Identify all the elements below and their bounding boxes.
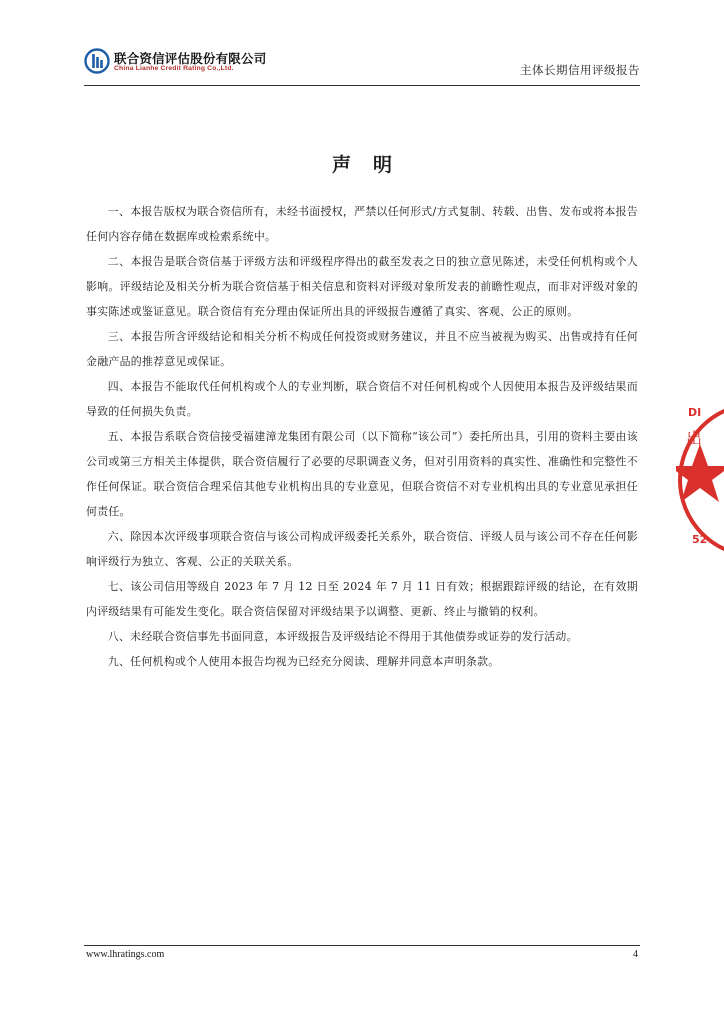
red-seal-stamp-icon xyxy=(676,400,724,560)
website-url: www.lhratings.com xyxy=(86,949,165,960)
header-divider xyxy=(84,85,640,86)
declaration-paragraph-7: 七、该公司信用等级自 2023 年 7 月 12 日至 2024 年 7 月 11 日有效；根据跟踪评级的结论，在有效期内评级结果有可能发生变化。联合资信保留对评级结果予以调整、更新、终止与撤销的权利。 xyxy=(86,580,638,618)
company-name-en: China Lianhe Credit Rating Co.,Ltd. xyxy=(114,65,234,72)
declaration-paragraph-1: 一、本报告版权为联合资信所有，未经书面授权，严禁以任何形式/方式复制、转载、出售、发布或将本报告任何内容存储在数据库或检索系统中。 xyxy=(86,205,638,243)
stamp-text-top: DI xyxy=(688,406,702,419)
company-name-cn: 联合资信评估股份有限公司 xyxy=(114,51,267,66)
declaration-paragraph-6: 六、除因本次评级事项联合资信与该公司构成评级委托关系外，联合资信、评级人员与该公司不存在任何影响评级行为独立、客观、公正的关联关系。 xyxy=(86,530,638,568)
declaration-paragraph-8: 八、未经联合资信事先书面同意，本评级报告及评级结论不得用于其他债券或证券的发行活动。 xyxy=(107,630,578,643)
declaration-paragraph-3: 三、本报告所含评级结论和相关分析不构成任何投资或财务建议，并且不应当被视为购买、出售或持有任何金融产品的推荐意见或保证。 xyxy=(86,330,638,368)
stamp-text-mid: 出 xyxy=(686,429,703,448)
declaration-body xyxy=(86,199,638,674)
declaration-paragraph-5: 五、本报告系联合资信接受福建漳龙集团有限公司（以下简称“该公司”）委托所出具，引用的资料主要由该公司或第三方相关主体提供，联合资信履行了必要的尽职调查义务，但对引用资料的真实性、准确性和完整性不作任何保证。联合资信合理采信其他专业机构出具的专业意见，但联合资信不对专业机构出具的专业意见承担任何责任。 xyxy=(86,430,638,518)
page-title: 声明 xyxy=(331,154,414,176)
lianhe-logo-icon xyxy=(84,48,110,74)
page-number: 4 xyxy=(633,949,638,960)
declaration-paragraph-4: 四、本报告不能取代任何机构或个人的专业判断，联合资信不对任何机构或个人因使用本报告及评级结果而导致的任何损失负责。 xyxy=(86,380,638,418)
declaration-paragraph-2: 二、本报告是联合资信基于评级方法和评级程序得出的截至发表之日的独立意见陈述，未受任何机构或个人影响。评级结论及相关分析为联合资信基于相关信息和资料对评级对象所发表的前瞻性观点，而非对评级对象的事实陈述或鉴证意见。联合资信有充分理由保证所出具的评级报告遵循了真实、客观、公正的原则。 xyxy=(86,255,638,318)
stamp-text-bottom: 52 xyxy=(692,533,708,546)
footer-divider xyxy=(84,945,640,946)
page-header xyxy=(84,46,640,84)
report-type-label: 主体长期信用评级报告 xyxy=(520,63,640,77)
declaration-paragraph-9: 九、任何机构或个人使用本报告均视为已经充分阅读、理解并同意本声明条款。 xyxy=(107,655,500,668)
